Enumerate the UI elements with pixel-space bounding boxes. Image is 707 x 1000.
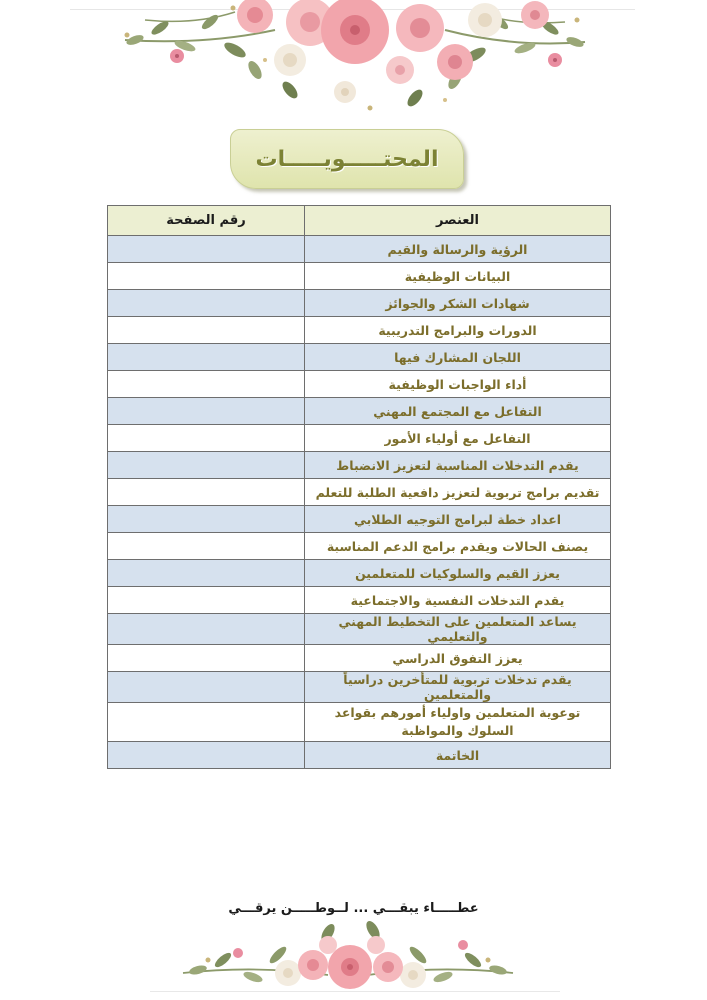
column-header-item: العنصر <box>305 206 611 236</box>
table-row <box>108 614 611 645</box>
row-item: يعزز التفوق الدراسي <box>305 645 611 672</box>
row-item: اعداد خطة لبرامج التوجيه الطلابي <box>305 506 611 533</box>
table-row <box>108 703 611 742</box>
footer-slogan: عطـــــاء يبقـــي ... لــوطـــــن يرقـــي <box>228 901 479 916</box>
row-page <box>108 317 305 344</box>
row-page <box>108 371 305 398</box>
row-item: الدورات والبرامج التدريبية <box>305 317 611 344</box>
page-title: المحتـــــويـــــات <box>230 129 464 189</box>
row-item: البيانات الوظيفية <box>305 263 611 290</box>
row-page <box>108 533 305 560</box>
row-item: يقدم التدخلات المناسبة لتعزيز الانضباط <box>305 452 611 479</box>
row-page <box>108 452 305 479</box>
row-item: يقدم التدخلات النفسية والاجتماعية <box>305 587 611 614</box>
row-page <box>108 236 305 263</box>
table-row <box>108 479 611 506</box>
row-page <box>108 742 305 769</box>
row-item: يساعد المتعلمين على التخطيط المهني والتعليمي <box>305 614 611 645</box>
table-row <box>108 425 611 452</box>
row-item: توعوية المتعلمين واولياء أمورهم بقواعد السلوك والمواظبة <box>305 703 611 742</box>
row-page <box>108 263 305 290</box>
row-page <box>108 645 305 672</box>
row-item: التفاعل مع أولياء الأمور <box>305 425 611 452</box>
table-row <box>108 560 611 587</box>
row-page <box>108 479 305 506</box>
table-header-row <box>108 206 611 236</box>
column-header-page: رقم الصفحة <box>108 206 305 236</box>
table-row <box>108 398 611 425</box>
row-page <box>108 587 305 614</box>
table-row <box>108 452 611 479</box>
row-page <box>108 425 305 452</box>
row-item: تقديم برامج تربوية لتعزيز دافعية الطلبة للتعلم <box>305 479 611 506</box>
row-item: أداء الواجبات الوظيفية <box>305 371 611 398</box>
table-row <box>108 672 611 703</box>
table-row <box>108 236 611 263</box>
table-row <box>108 344 611 371</box>
contents-table <box>107 205 611 769</box>
table-row <box>108 263 611 290</box>
row-item: شهادات الشكر والجوائز <box>305 290 611 317</box>
table-row <box>108 290 611 317</box>
table-row <box>108 645 611 672</box>
row-page <box>108 344 305 371</box>
row-page <box>108 560 305 587</box>
row-item: التفاعل مع المجتمع المهني <box>305 398 611 425</box>
row-page <box>108 398 305 425</box>
table-row <box>108 371 611 398</box>
row-item: اللجان المشارك فيها <box>305 344 611 371</box>
top-floral-garland-icon <box>115 0 595 118</box>
bottom-floral-garland-icon <box>178 915 518 995</box>
bottom-divider <box>150 991 560 992</box>
row-item: يعزز القيم والسلوكيات للمتعلمين <box>305 560 611 587</box>
row-page <box>108 290 305 317</box>
table-row <box>108 533 611 560</box>
row-item: يقدم تدخلات تربوية للمتأخرين دراسياً والمتعلمين <box>305 672 611 703</box>
table-row <box>108 742 611 769</box>
row-item: الخاتمة <box>305 742 611 769</box>
row-page <box>108 703 305 742</box>
table-row <box>108 506 611 533</box>
row-page <box>108 672 305 703</box>
row-page <box>108 506 305 533</box>
table-row <box>108 317 611 344</box>
row-item: يصنف الحالات ويقدم برامج الدعم المناسبة <box>305 533 611 560</box>
row-item: الرؤية والرسالة والقيم <box>305 236 611 263</box>
table-row <box>108 587 611 614</box>
row-page <box>108 614 305 645</box>
